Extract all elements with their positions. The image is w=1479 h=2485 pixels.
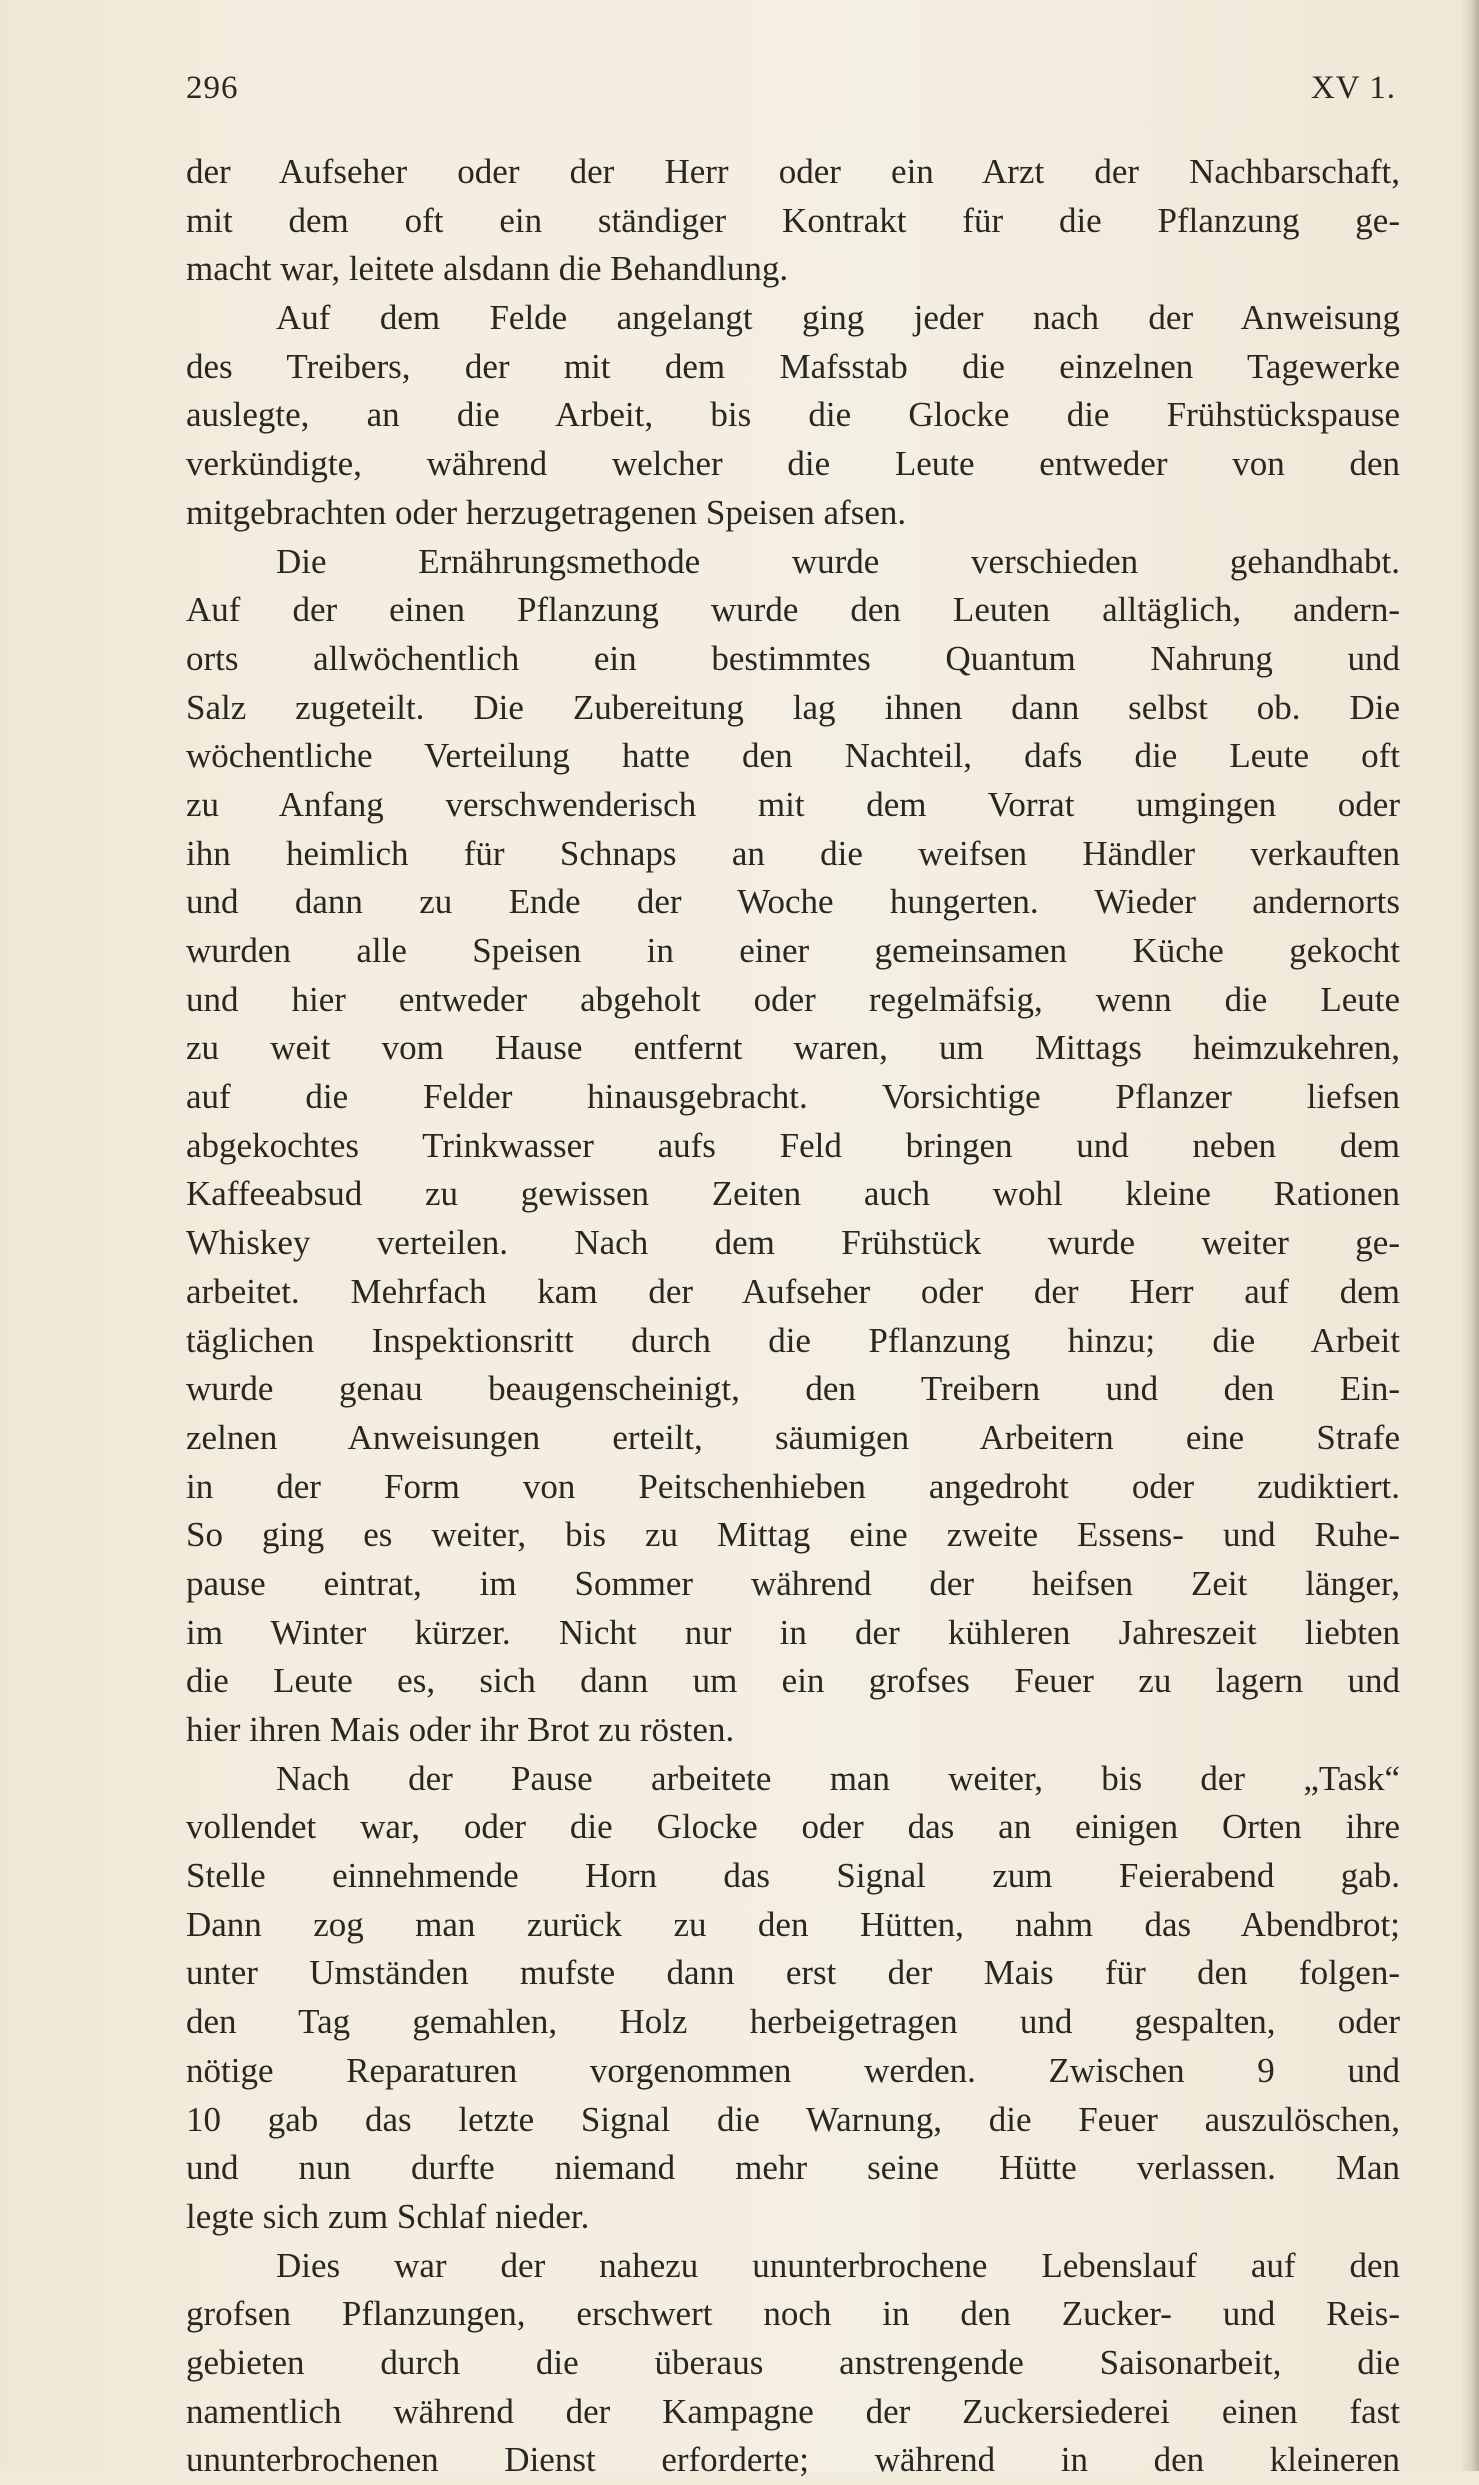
text-line: zu Anfang verschwenderisch mit dem Vorrat umgingen oder — [186, 784, 1400, 824]
text-line: auf die Felder hinausgebracht. Vorsichtige Pflanzer liefsen — [186, 1077, 1400, 1117]
text-line: ihn heimlich für Schnaps an die weifsen Händler verkauften — [186, 833, 1400, 873]
text-line: und nun durfte niemand mehr seine Hütte verlassen. Man — [186, 2148, 1400, 2188]
text-line: und dann zu Ende der Woche hungerten. Wieder andernorts — [186, 882, 1400, 922]
text-line: namentlich während der Kampagne der Zuckersiederei einen fast — [186, 2391, 1400, 2431]
text-line: zelnen Anweisungen erteilt, säumigen Arbeitern eine Strafe — [186, 1417, 1400, 1457]
text-line: ununterbrochenen Dienst erforderte; während in den kleineren — [186, 2440, 1400, 2480]
text-line: pause eintrat, im Sommer während der heifsen Zeit länger, — [186, 1563, 1400, 1603]
text-line: unter Umständen mufste dann erst der Mais für den folgen- — [186, 1953, 1400, 1993]
text-line: täglichen Inspektionsritt durch die Pflanzung hinzu; die Arbeit — [186, 1320, 1400, 1360]
body-text — [186, 148, 1400, 2485]
page-edge-shadow — [1461, 0, 1479, 2471]
text-line: auslegte, an die Arbeit, bis die Glocke die Frühstückspause — [186, 395, 1400, 435]
text-line: Salz zugeteilt. Die Zubereitung lag ihnen dann selbst ob. Die — [186, 687, 1400, 727]
text-line: macht war, leitete alsdann die Behandlung. — [186, 249, 789, 289]
text-line: Auf der einen Pflanzung wurde den Leuten alltäglich, andern- — [186, 590, 1400, 630]
text-line: in der Form von Peitschenhieben angedroht oder zudiktiert. — [186, 1466, 1400, 1506]
text-line: wöchentliche Verteilung hatte den Nachteil, dafs die Leute oft — [186, 736, 1400, 776]
text-line: legte sich zum Schlaf nieder. — [186, 2196, 590, 2236]
text-line: nötige Reparaturen vorgenommen werden. Zwischen 9 und — [186, 2050, 1400, 2090]
text-line: arbeitet. Mehrfach kam der Aufseher oder der Herr auf dem — [186, 1271, 1400, 1311]
text-line: vollendet war, oder die Glocke oder das an einigen Orten ihre — [186, 1807, 1400, 1847]
text-line: hier ihren Mais oder ihr Brot zu rösten. — [186, 1710, 735, 1749]
text-line: und hier entweder abgeholt oder regelmäfsig, wenn die Leute — [186, 979, 1400, 1019]
text-line: Whiskey verteilen. Nach dem Frühstück wurde weiter ge- — [186, 1223, 1400, 1263]
text-line: wurden alle Speisen in einer gemeinsamen Küche gekocht — [186, 931, 1400, 970]
text-line: des Treibers, der mit dem Mafsstab die einzelnen Tagewerke — [186, 346, 1400, 386]
text-line: verkündigte, während welcher die Leute entweder von den — [186, 444, 1400, 484]
text-line: den Tag gemahlen, Holz herbeigetragen und gespalten, oder — [186, 2002, 1400, 2042]
running-head: XV 1. — [1310, 70, 1396, 106]
text-line: zu weit vom Hause entfernt waren, um Mittags heimzukehren, — [186, 1028, 1400, 1068]
text-line: die Leute es, sich dann um ein grofses Feuer zu lagern und — [186, 1661, 1400, 1701]
text-line: Dies war der nahezu ununterbrochene Lebenslauf auf den — [276, 2245, 1400, 2285]
text-line: der Aufseher oder der Herr oder ein Arzt der Nachbarschaft, — [186, 152, 1400, 191]
text-line: So ging es weiter, bis zu Mittag eine zweite Essens- und Ruhe- — [186, 1515, 1400, 1555]
text-line: wurde genau beaugenscheinigt, den Treibern und den Ein- — [186, 1369, 1400, 1409]
text-line: Nach der Pause arbeitete man weiter, bis der „Task“ — [276, 1758, 1400, 1798]
text-line: mitgebrachten oder herzugetragenen Speisen afsen. — [186, 492, 907, 532]
text-line: Die Ernährungsmethode wurde verschieden gehandhabt. — [276, 541, 1400, 581]
text-line: grofsen Pflanzungen, erschwert noch in den Zucker- und Reis- — [186, 2294, 1400, 2334]
page-number: 296 — [186, 70, 239, 106]
text-line: Stelle einnehmende Horn das Signal zum Feierabend gab. — [186, 1856, 1400, 1896]
text-line: orts allwöchentlich ein bestimmtes Quantum Nahrung und — [186, 638, 1400, 678]
text-line: abgekochtes Trinkwasser aufs Feld bringen und neben dem — [186, 1125, 1400, 1165]
text-line: gebieten durch die überaus anstrengende Saisonarbeit, die — [186, 2342, 1400, 2382]
text-line: Auf dem Felde angelangt ging jeder nach der Anweisung — [276, 298, 1400, 338]
page-header — [186, 70, 1396, 130]
text-line: mit dem oft ein ständiger Kontrakt für die Pflanzung ge- — [186, 200, 1400, 240]
text-line: Dann zog man zurück zu den Hütten, nahm das Abendbrot; — [186, 1904, 1400, 1944]
text-line: im Winter kürzer. Nicht nur in der kühleren Jahreszeit liebten — [186, 1612, 1400, 1652]
text-line: Kaffeeabsud zu gewissen Zeiten auch wohl kleine Rationen — [186, 1174, 1400, 1214]
text-line: 10 gab das letzte Signal die Warnung, die Feuer auszulöschen, — [186, 2099, 1400, 2139]
